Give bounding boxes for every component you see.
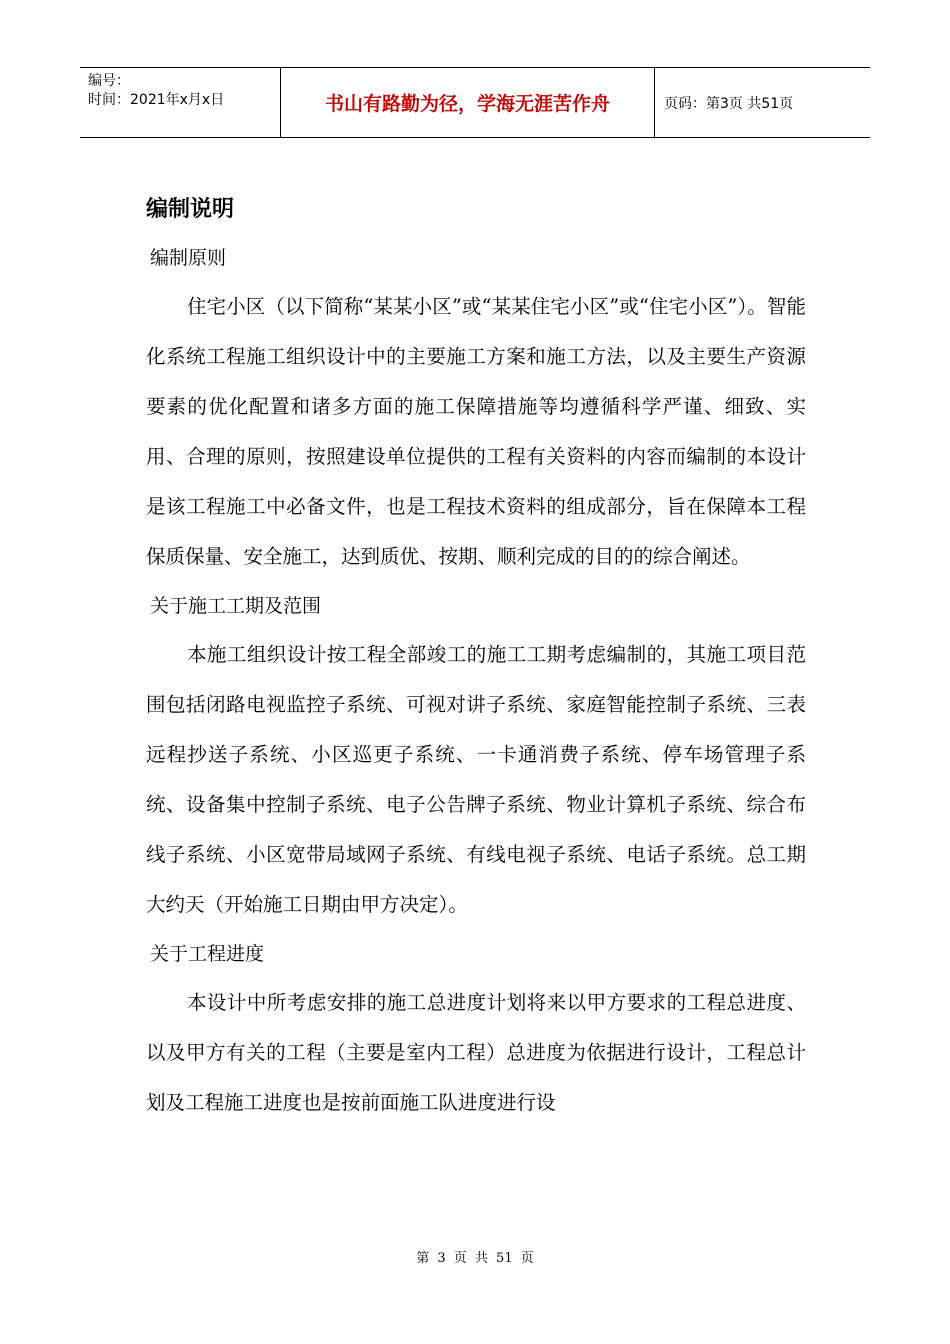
header-page-info: 页码：第3页 共51页 [664,95,794,112]
document-title: 编制说明 [146,197,235,222]
section-heading: 编制原则 [150,247,227,269]
section-heading: 关于施工工期及范围 [150,595,322,617]
header-meta [80,68,281,137]
section-schedule-scope [146,582,806,930]
page-footer: 第 3 页 共 51 页 [416,1251,534,1266]
document-number-label: 编号： [88,73,130,89]
header-motto: 书山有路勤为径，学海无涯苦作舟 [281,68,655,137]
section-paragraph: 住宅小区（以下简称“某某小区”或“某某住宅小区”或“住宅小区”）。智能化系统工程施工组织设计中的主要施工方案和施工方法，以及主要生产资源要素的优化配置和诸多方面的施工保障措施等均遵循科学严谨、细致、实用、合理的原则，按照建设单位提供的工程有关资料的内容而编制的本设计是该工程施工中必备文件，也是工程技术资料的组成部分，旨在保障本工程保质保量、安全施工，达到质优、按期、顺利完成的目的的综合阐述。 [146,295,806,568]
document-date: 时间：2021年x月x日 [88,92,225,108]
section-paragraph: 本施工组织设计按工程全部竣工的施工工期考虑编制的，其施工项目范围包括闭路电视监控子系统、可视对讲子系统、家庭智能控制子系统、三表远程抄送子系统、小区巡更子系统、一卡通消费子系统、停车场管理子系统、设备集中控制子系统、电子公告牌子系统、物业计算机子系统、综合布线子系统、小区宽带局域网子系统、有线电视子系统、电话子系统。总工期大约天（开始施工日期由甲方决定）。 [146,643,806,916]
section-heading: 关于工程进度 [150,943,265,965]
document-body [146,186,806,1128]
page-header [80,67,870,138]
section-progress [146,930,806,1128]
section-principles [146,234,806,582]
section-paragraph: 本设计中所考虑安排的施工总进度计划将来以甲方要求的工程总进度、以及甲方有关的工程（主要是室内工程）总进度为依据进行设计，工程总计划及工程施工进度也是按前面施工队进度进行设 [146,991,806,1114]
